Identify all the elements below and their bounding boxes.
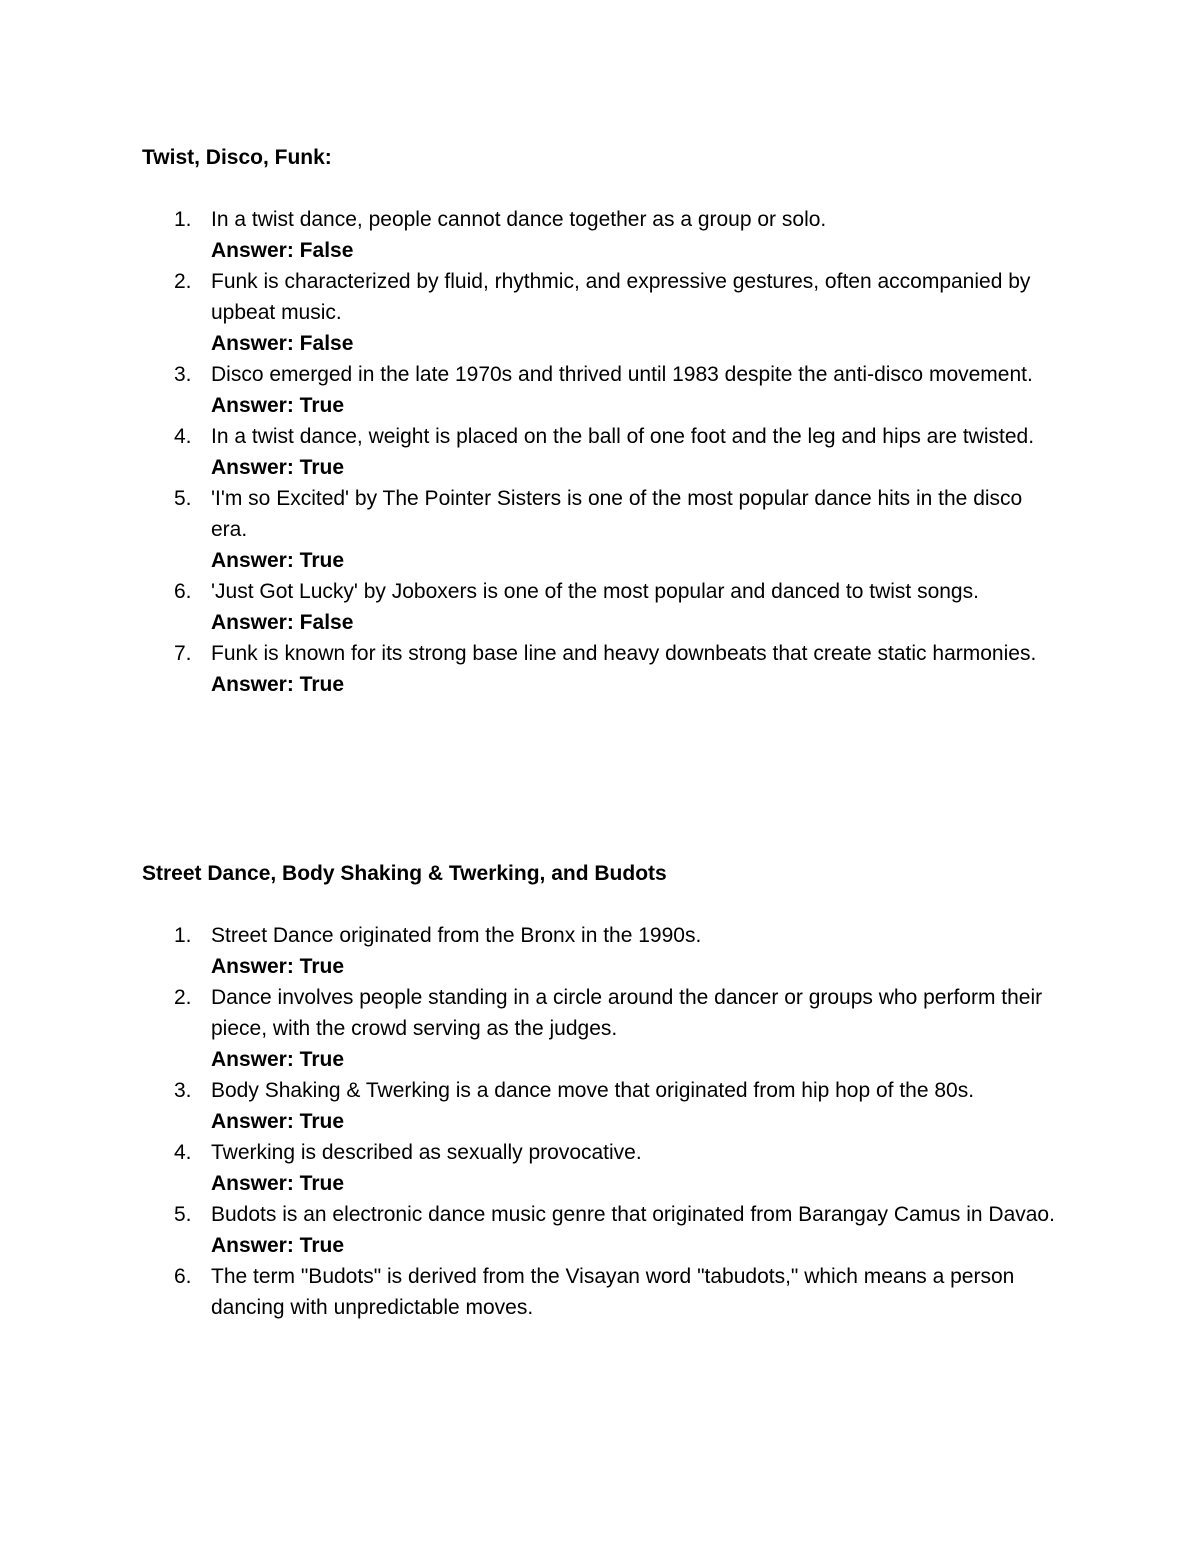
question-text: Body Shaking & Twerking is a dance move that originated from hip hop of the 80s. (211, 1079, 975, 1102)
question-body (211, 359, 1061, 421)
question-text: Twerking is described as sexually provocative. (211, 1141, 642, 1164)
question-item (0, 204, 1200, 266)
question-answer: Answer: False (211, 611, 354, 634)
question-answer: Answer: True (211, 456, 345, 479)
question-number: 6. (174, 1265, 192, 1288)
question-number: 2. (174, 986, 192, 1009)
question-body (211, 266, 1061, 359)
question-answer: Answer: True (211, 1048, 345, 1071)
question-list (0, 204, 1200, 700)
question-number: 1. (174, 924, 192, 947)
question-item (0, 638, 1200, 700)
question-body (211, 920, 1061, 982)
question-item (0, 982, 1200, 1075)
question-text: 'I'm so Excited' by The Pointer Sisters is one of the most popular dance hits in the disco era. (211, 487, 1023, 541)
question-body (211, 982, 1061, 1075)
question-body (211, 421, 1061, 483)
question-text: In a twist dance, weight is placed on the ball of one foot and the leg and hips are twisted. (211, 425, 1035, 448)
question-body (211, 638, 1061, 700)
question-item (0, 1137, 1200, 1199)
section-title: Street Dance, Body Shaking & Twerking, and Budots (142, 862, 667, 885)
question-item (0, 359, 1200, 421)
question-text: Street Dance originated from the Bronx in the 1990s. (211, 924, 702, 947)
question-number: 7. (174, 642, 192, 665)
question-number: 5. (174, 487, 192, 510)
question-item (0, 421, 1200, 483)
question-body (211, 1261, 1061, 1323)
question-number: 4. (174, 1141, 192, 1164)
question-text: The term "Budots" is derived from the Visayan word "tabudots," which means a person dancing with unpredictable moves. (211, 1265, 1015, 1319)
question-number: 3. (174, 363, 192, 386)
question-item (0, 1075, 1200, 1137)
question-number: 3. (174, 1079, 192, 1102)
question-text: Funk is known for its strong base line and heavy downbeats that create static harmonies. (211, 642, 1037, 665)
question-text: Dance involves people standing in a circle around the dancer or groups who perform their piece, with the crowd serving as the judges. (211, 986, 1043, 1040)
question-text: In a twist dance, people cannot dance together as a group or solo. (211, 208, 827, 231)
question-answer: Answer: True (211, 1234, 345, 1257)
question-text: Budots is an electronic dance music genre that originated from Barangay Camus in Davao. (211, 1203, 1055, 1226)
question-text: 'Just Got Lucky' by Joboxers is one of the most popular and danced to twist songs. (211, 580, 979, 603)
question-answer: Answer: True (211, 394, 345, 417)
question-list (0, 920, 1200, 1323)
question-item (0, 1199, 1200, 1261)
question-answer: Answer: True (211, 955, 345, 978)
question-number: 2. (174, 270, 192, 293)
question-item (0, 1261, 1200, 1323)
question-body (211, 1075, 1061, 1137)
question-body (211, 1137, 1061, 1199)
question-number: 1. (174, 208, 192, 231)
question-item (0, 483, 1200, 576)
section-title: Twist, Disco, Funk: (142, 146, 332, 169)
question-answer: Answer: True (211, 549, 345, 572)
question-answer: Answer: True (211, 1172, 345, 1195)
question-answer: Answer: True (211, 673, 345, 696)
question-number: 5. (174, 1203, 192, 1226)
question-number: 6. (174, 580, 192, 603)
question-item (0, 266, 1200, 359)
question-answer: Answer: False (211, 239, 354, 262)
question-body (211, 1199, 1061, 1261)
question-answer: Answer: True (211, 1110, 345, 1133)
question-number: 4. (174, 425, 192, 448)
question-answer: Answer: False (211, 332, 354, 355)
question-text: Funk is characterized by fluid, rhythmic, and expressive gestures, often accompanied by upbeat music. (211, 270, 1031, 324)
question-text: Disco emerged in the late 1970s and thrived until 1983 despite the anti-disco movement. (211, 363, 1033, 386)
question-item (0, 576, 1200, 638)
question-body (211, 204, 1061, 266)
question-body (211, 483, 1061, 576)
question-item (0, 920, 1200, 982)
question-body (211, 576, 1061, 638)
